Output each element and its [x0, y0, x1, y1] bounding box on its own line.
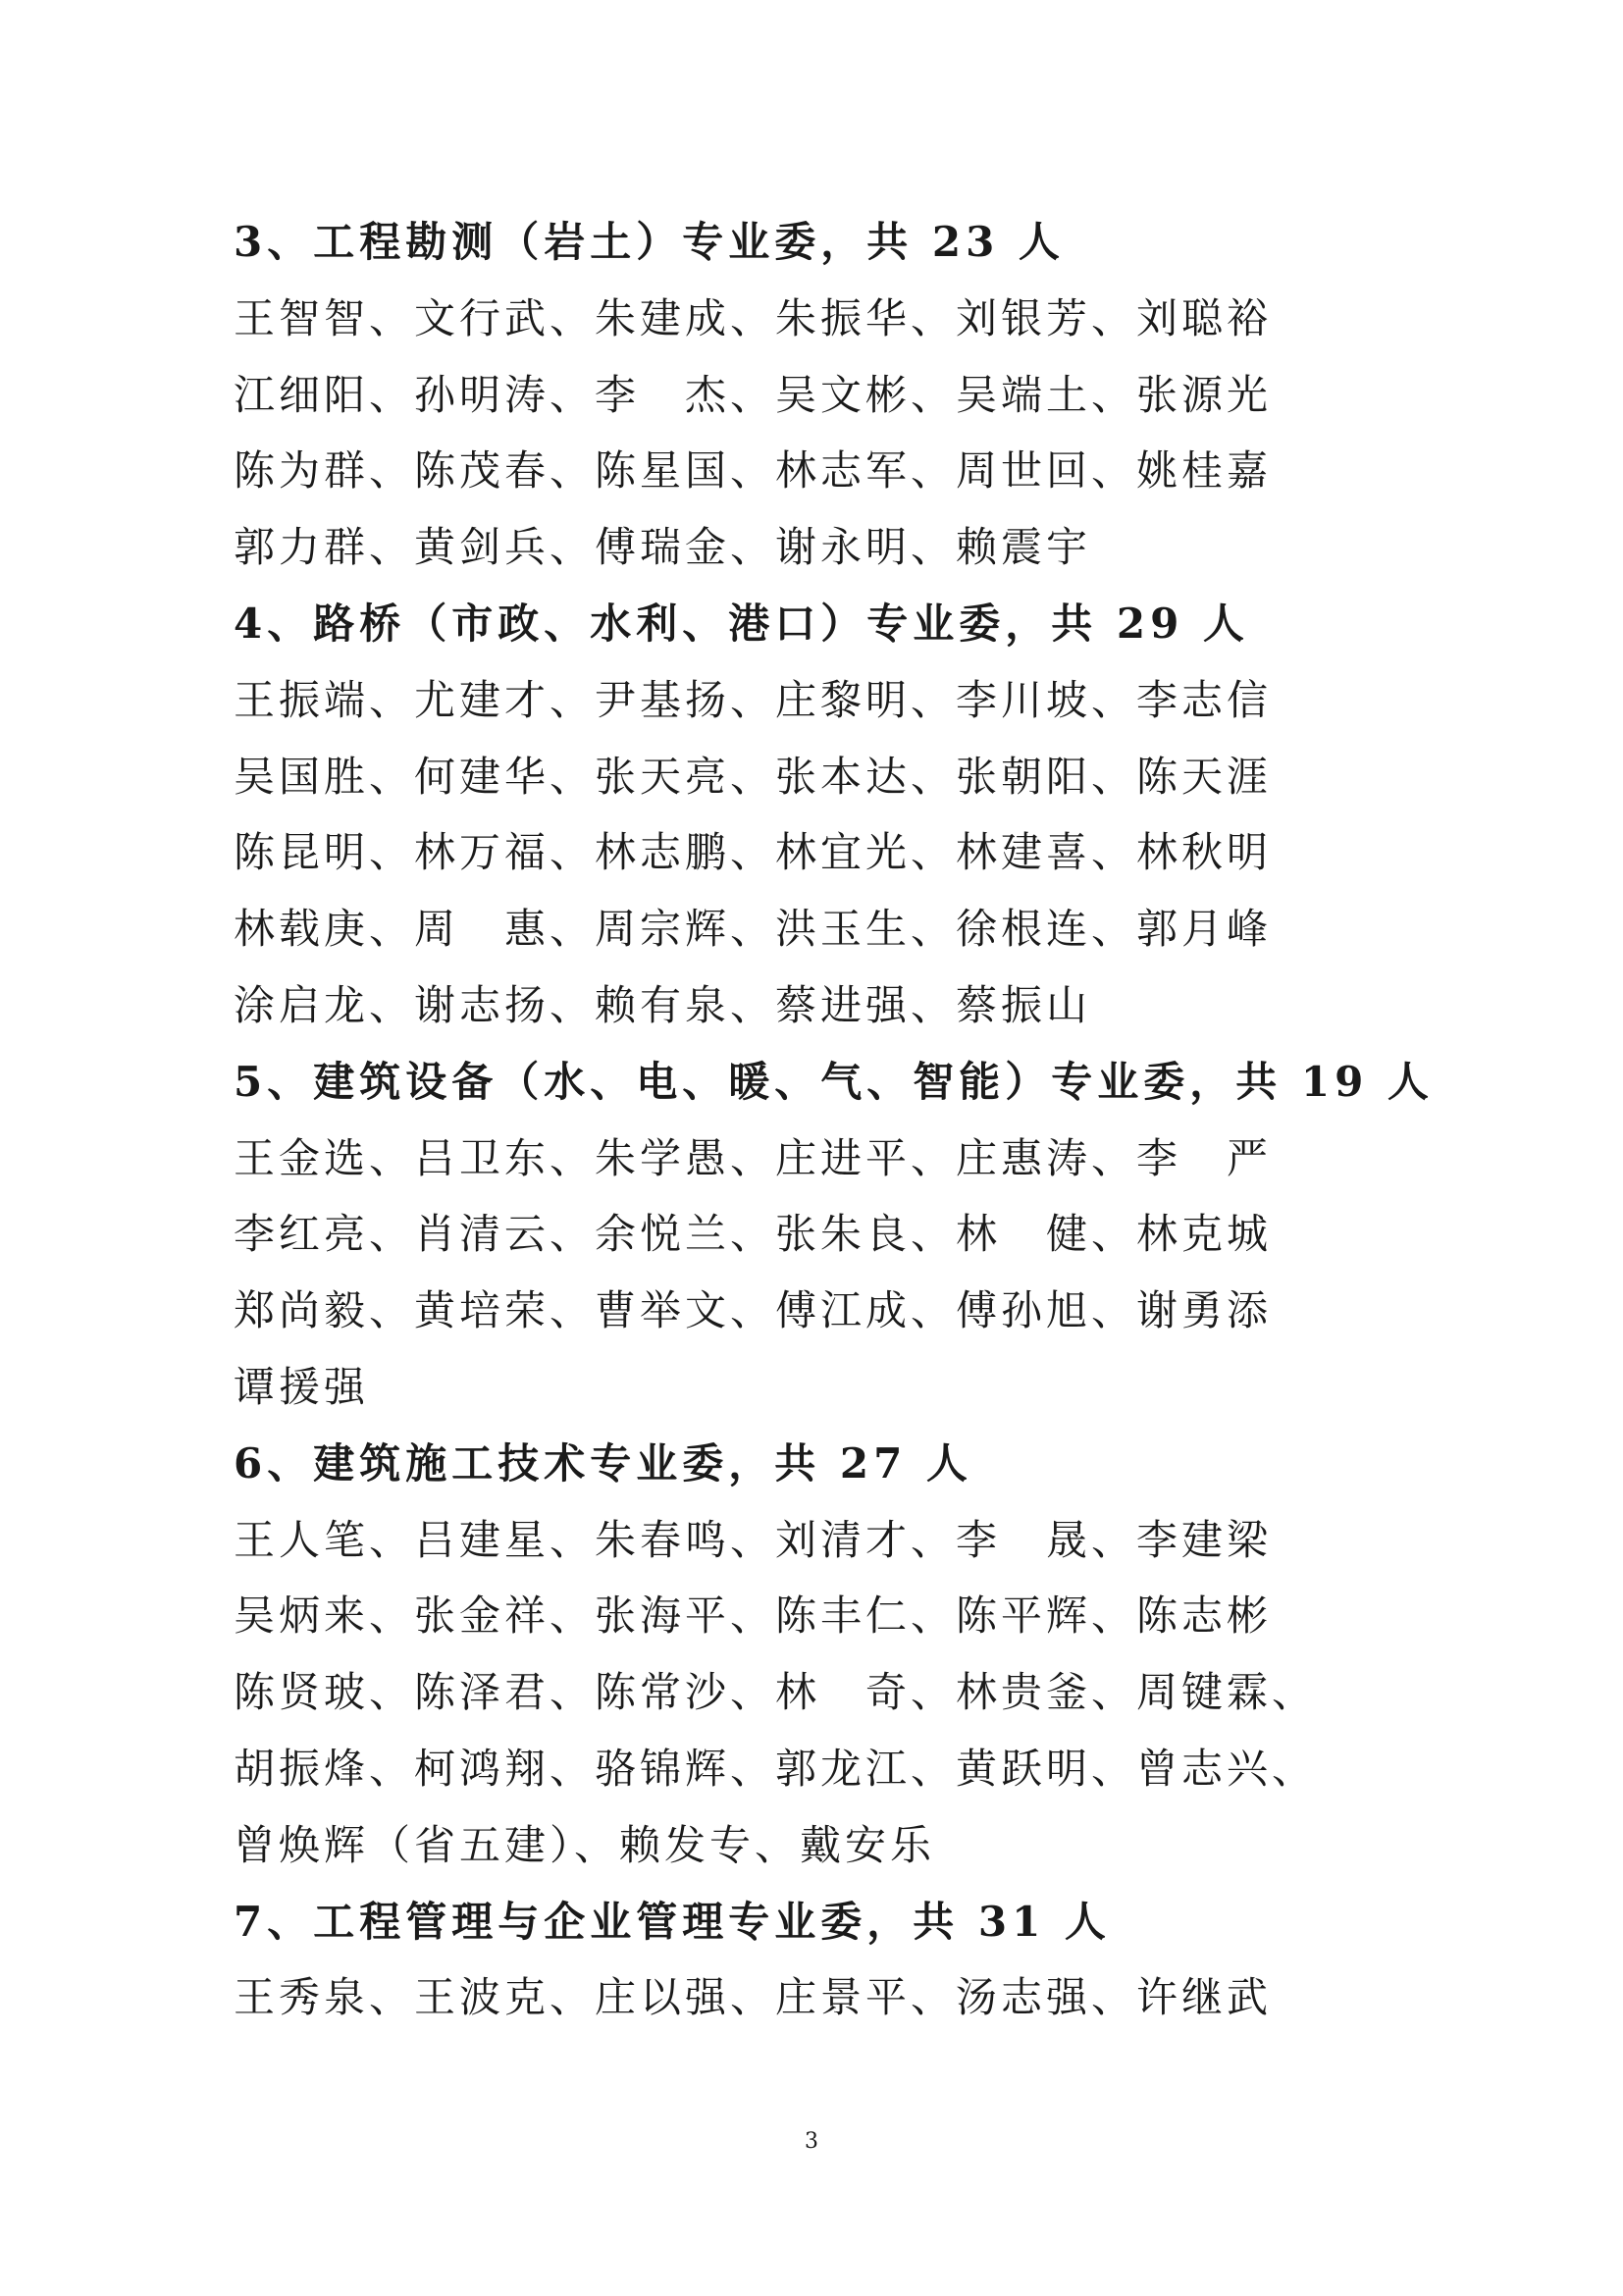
committee-heading: 5、建筑设备（水、电、暖、气、智能）专业委，共 19 人 [234, 1057, 1434, 1106]
committee-heading: 4、路桥（市政、水利、港口）专业委，共 29 人 [234, 599, 1249, 648]
member-names-line: 陈贤玻、陈泽君、陈常沙、林 奇、林贵釜、周键霖、 [234, 1668, 1318, 1717]
member-names-line: 陈昆明、林万福、林志鹏、林宜光、林建喜、林秋明 [234, 828, 1273, 877]
member-names-line: 曾焕辉（省五建）、赖发专、戴安乐 [234, 1820, 936, 1869]
page-number: 3 [805, 2129, 818, 2154]
member-names-line: 吴炳来、张金祥、张海平、陈丰仁、陈平辉、陈志彬 [234, 1592, 1273, 1641]
member-names-line: 王秀泉、王波克、庄以强、庄景平、汤志强、许继武 [234, 1973, 1273, 2022]
member-names-line: 江细阳、孙明涛、李 杰、吴文彬、吴端土、张源光 [234, 370, 1273, 419]
member-names-line: 涂启龙、谢志扬、赖有泉、蔡进强、蔡振山 [234, 980, 1092, 1029]
member-names-line: 郭力群、黄剑兵、傅瑞金、谢永明、赖震宇 [234, 523, 1092, 572]
member-names-line: 谭援强 [234, 1362, 370, 1411]
member-names-line: 王振端、尤建才、尹基扬、庄黎明、李川坡、李志信 [234, 675, 1273, 724]
member-names-line: 胡振烽、柯鸿翔、骆锦辉、郭龙江、黄跃明、曾志兴、 [234, 1744, 1318, 1793]
member-names-line: 吴国胜、何建华、张天亮、张本达、张朝阳、陈天涯 [234, 752, 1273, 801]
committee-heading: 6、建筑施工技术专业委，共 27 人 [234, 1438, 972, 1487]
member-names-line: 王金选、吕卫东、朱学愚、庄进平、庄惠涛、李 严 [234, 1133, 1273, 1182]
member-names-line: 王智智、文行武、朱建成、朱振华、刘银芳、刘聪裕 [234, 293, 1273, 342]
member-names-line: 王人笔、吕建星、朱春鸣、刘清才、李 晟、李建梁 [234, 1515, 1273, 1564]
member-names-line: 郑尚毅、黄培荣、曹举文、傅江成、傅孙旭、谢勇添 [234, 1286, 1273, 1335]
committee-heading: 7、工程管理与企业管理专业委，共 31 人 [234, 1897, 1111, 1946]
committee-heading: 3、工程勘测（岩土）专业委，共 23 人 [234, 218, 1065, 266]
member-names-line: 林载庚、周 惠、周宗辉、洪玉生、徐根连、郭月峰 [234, 905, 1273, 954]
member-names-line: 李红亮、肖清云、余悦兰、张朱良、林 健、林克城 [234, 1210, 1273, 1259]
document-body [234, 204, 1434, 2036]
member-names-line: 陈为群、陈茂春、陈星国、林志军、周世回、姚桂嘉 [234, 446, 1273, 496]
